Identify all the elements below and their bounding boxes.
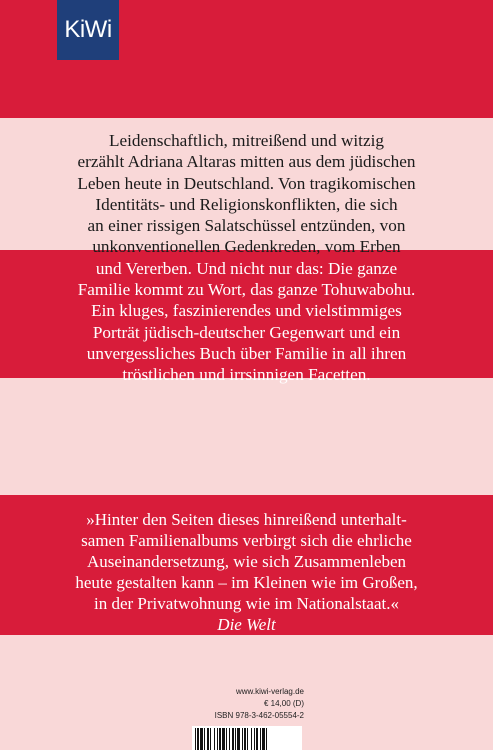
- blurb-line: Leidenschaftlich, mitreißend und witzig: [109, 131, 384, 150]
- barcode-bar: [219, 728, 221, 750]
- quote-source: Die Welt: [217, 615, 276, 634]
- quote-line: heute gestalten kann – im Kleinen wie im Großen,: [75, 573, 418, 592]
- blurb-line: erzählt Adriana Altaras mitten aus dem jüdischen: [77, 152, 416, 172]
- quote-line: samen Familienalbums verbirgt sich die ehrliche: [81, 531, 412, 550]
- blurb-text: [60, 130, 433, 386]
- blurb-line: unvergessliches Buch über Familie in all ihren: [86, 343, 407, 363]
- barcode-bar: [254, 728, 255, 750]
- barcode-bar: [266, 728, 267, 750]
- barcode-bar: [204, 728, 205, 750]
- quote-line: Auseinandersetzung, wie sich Zusammenleben: [86, 552, 407, 571]
- barcode-bar: [242, 728, 243, 750]
- kiwi-logo: KiWi: [57, 0, 119, 60]
- quote-line: in der Privatwohnung wie im Nationalstaat.«: [94, 594, 399, 613]
- website-url: www.kiwi-verlag.de: [235, 687, 304, 696]
- quote-line: »Hinter den Seiten dieses hinreißend unterhalt-: [86, 510, 407, 529]
- blurb-line: und Vererben. Und nicht nur das: Die ganze: [95, 258, 398, 278]
- isbn-text: ISBN 978-3-462-05554-2: [214, 711, 304, 720]
- barcode-bar: [195, 728, 196, 750]
- barcode-bar: [229, 728, 230, 750]
- barcode-bar: [214, 728, 215, 750]
- barcode-bar: [260, 728, 261, 750]
- blurb-line: unkonventionellen Gedenkreden, vom Erben: [92, 237, 401, 257]
- barcode-bar: [247, 728, 248, 750]
- barcode-graphic: [192, 726, 302, 750]
- barcode-bar: [207, 728, 209, 750]
- barcode-bar: [222, 728, 225, 750]
- barcode-bar: [226, 728, 227, 750]
- barcode-bar: [256, 728, 258, 750]
- barcode-bar: [237, 728, 240, 750]
- blurb-line: tröstlichen und irrsinnigen Facetten.: [122, 365, 371, 385]
- blurb-line: Familie kommt zu Wort, das ganze Tohuwabohu.: [77, 280, 416, 300]
- barcode-bar: [197, 728, 199, 750]
- blurb-line: an einer rissigen Salatschüssel entzünden, von: [87, 216, 406, 236]
- blurb-line: Leben heute in Deutschland. Von tragikomischen: [77, 173, 416, 193]
- blurb-line: Ein kluges, faszinierendes und vielstimmiges: [91, 301, 402, 321]
- barcode-bar: [235, 728, 236, 750]
- blurb-line: Porträt jüdisch-deutscher Gegenwart und ein: [92, 322, 401, 342]
- blurb-line: Identitäts- und Religionskonflikten, die sich: [95, 194, 398, 214]
- barcode-bar: [251, 728, 252, 750]
- barcode-bar: [210, 728, 211, 750]
- barcode-bar: [262, 728, 265, 750]
- lower-pink-band: [0, 378, 493, 495]
- barcode-bar: [200, 728, 203, 750]
- isbn-barcode: [192, 726, 302, 750]
- barcode-bar: [244, 728, 246, 750]
- barcode-bar: [217, 728, 218, 750]
- publisher-meta: [214, 686, 304, 710]
- price-label: € 14,00 (D): [263, 699, 304, 708]
- barcode-bar: [232, 728, 234, 750]
- isbn-label: [165, 710, 304, 722]
- press-quote: [60, 509, 433, 635]
